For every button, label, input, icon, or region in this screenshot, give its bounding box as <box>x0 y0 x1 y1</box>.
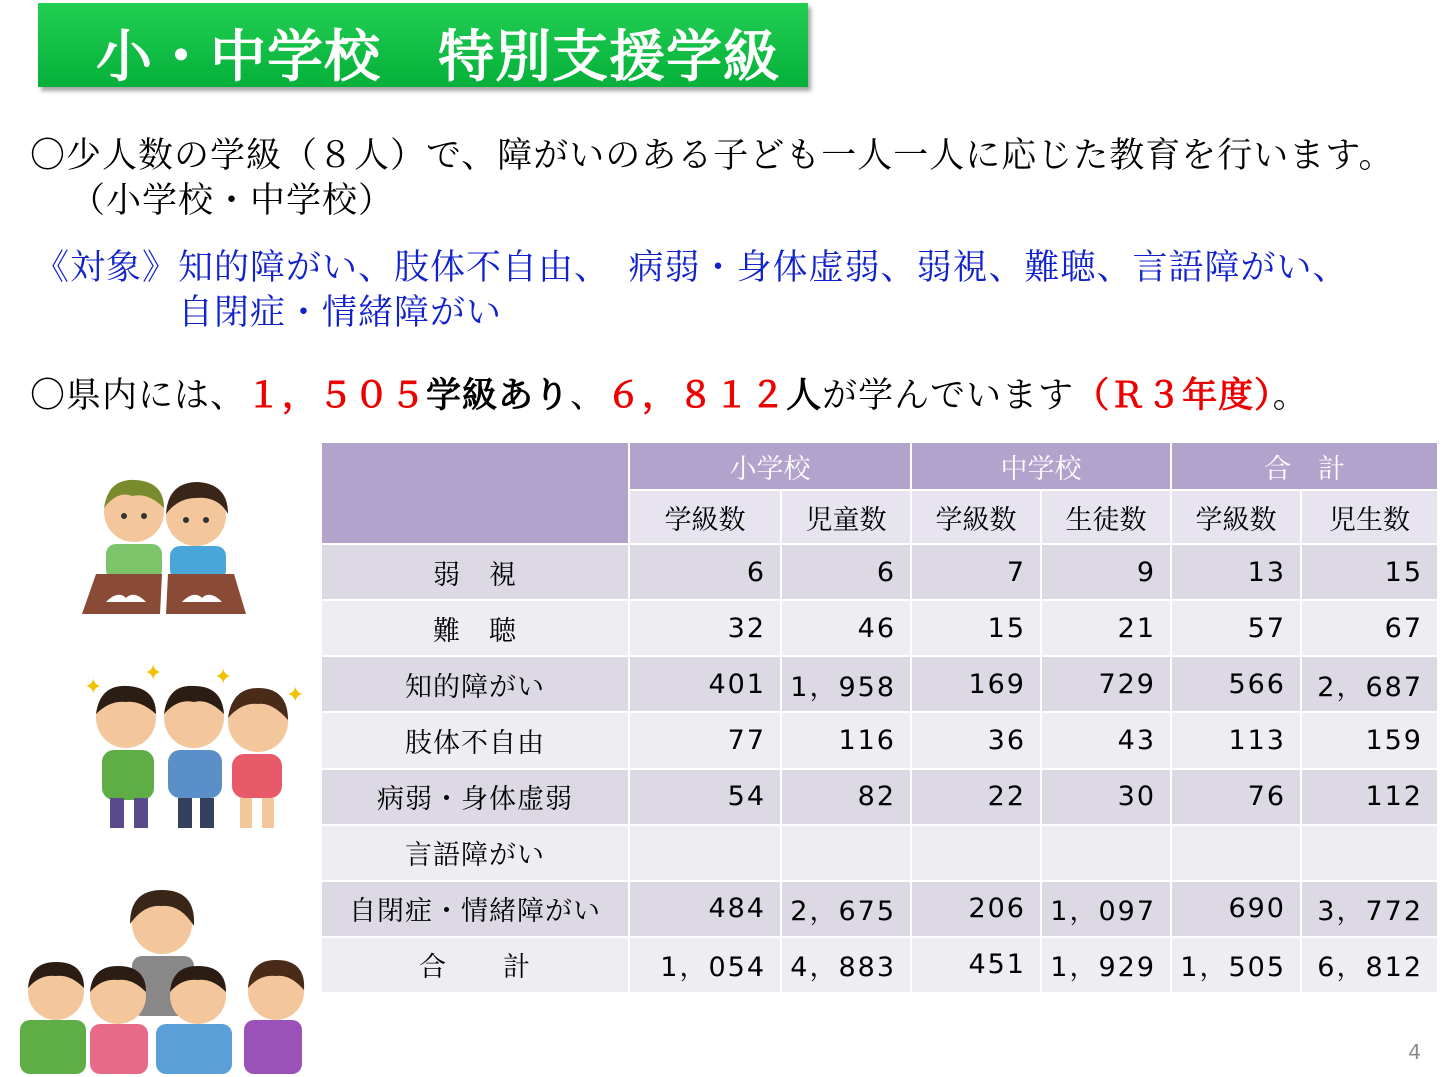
table-cell: 451 <box>911 937 1041 993</box>
special-class-statistics-table <box>320 441 1439 994</box>
column-header: 児童数 <box>781 490 911 544</box>
svg-text:✦: ✦ <box>286 683 305 708</box>
table-cell: 729 <box>1041 656 1171 712</box>
row-label: 弱 視 <box>321 544 629 600</box>
row-label: 言語障がい <box>321 825 629 881</box>
table-cell: 1，958 <box>781 656 911 712</box>
summary-prefix: 〇県内には、 <box>30 376 247 416</box>
table-total-row <box>321 937 1438 993</box>
table-row <box>321 712 1438 768</box>
summary-end: 。 <box>1272 376 1309 416</box>
summary-classes-unit: 学級あり <box>426 376 571 416</box>
table-cell: 22 <box>911 769 1041 825</box>
table-row <box>321 825 1438 881</box>
summary-year: （Ｒ３年度） <box>1074 376 1273 416</box>
table-cell <box>1171 825 1301 881</box>
table-cell: 566 <box>1171 656 1301 712</box>
table-row <box>321 769 1438 825</box>
summary-students: ６，８１２ <box>606 376 787 416</box>
table-cell: 15 <box>911 600 1041 656</box>
summary-suffix: が学んでいます <box>822 376 1075 416</box>
page-number: 4 <box>1408 1040 1421 1064</box>
table-cell <box>629 825 781 881</box>
table-cell: 6 <box>781 544 911 600</box>
table-cell: 54 <box>629 769 781 825</box>
column-header: 生徒数 <box>1041 490 1171 544</box>
title-banner <box>38 3 808 90</box>
table-cell: 82 <box>781 769 911 825</box>
svg-text:✦: ✦ <box>214 665 233 690</box>
table-cell: 6 <box>629 544 781 600</box>
table-cell: 206 <box>911 881 1041 937</box>
table-cell: 2，687 <box>1301 656 1438 712</box>
table-cell: 4，883 <box>781 937 911 993</box>
table-cell: 57 <box>1171 600 1301 656</box>
table-cell: 113 <box>1171 712 1301 768</box>
column-header: 学級数 <box>911 490 1041 544</box>
children-reading-illustration <box>78 474 250 620</box>
table-cell: 690 <box>1171 881 1301 937</box>
table-cell: 6，812 <box>1301 937 1438 993</box>
row-label: 難 聴 <box>321 600 629 656</box>
table-cell: 43 <box>1041 712 1171 768</box>
column-header: 学級数 <box>629 490 781 544</box>
table-corner-cell <box>321 442 629 544</box>
row-label: 肢体不自由 <box>321 712 629 768</box>
table-cell: 67 <box>1301 600 1438 656</box>
summary-classes: １，５０５ <box>246 376 427 416</box>
row-label: 病弱・身体虚弱 <box>321 769 629 825</box>
group-header-elementary: 小学校 <box>629 442 911 490</box>
table-cell <box>781 825 911 881</box>
children-running-illustration <box>82 662 310 832</box>
column-header: 学級数 <box>1171 490 1301 544</box>
table-row <box>321 544 1438 600</box>
row-label: 合 計 <box>321 937 629 993</box>
intro-line-2: （小学校・中学校） <box>70 181 395 221</box>
table-row <box>321 656 1438 712</box>
table-cell: 46 <box>781 600 911 656</box>
svg-text:✦: ✦ <box>84 675 103 700</box>
table-cell: 3，772 <box>1301 881 1438 937</box>
target-line-2: 自閉症・情緒障がい <box>178 293 503 333</box>
table-cell: 169 <box>911 656 1041 712</box>
table-cell: 15 <box>1301 544 1438 600</box>
summary-comma: 、 <box>570 376 607 416</box>
target-line-1: 《対象》知的障がい、肢体不自由、 病弱・身体虚弱、弱視、難聴、言語障がい、 <box>34 248 1349 288</box>
table-cell <box>1041 825 1171 881</box>
table-cell <box>911 825 1041 881</box>
table-cell: 112 <box>1301 769 1438 825</box>
svg-text:✦: ✦ <box>144 662 163 686</box>
summary-students-unit: 人 <box>786 376 823 416</box>
table-cell: 159 <box>1301 712 1438 768</box>
column-header: 児生数 <box>1301 490 1438 544</box>
table-cell: 116 <box>781 712 911 768</box>
table-cell: 2，675 <box>781 881 911 937</box>
table-row <box>321 600 1438 656</box>
table-cell: 13 <box>1171 544 1301 600</box>
table-row <box>321 881 1438 937</box>
intro-line-1: 〇少人数の学級（８人）で、障がいのある子ども一人一人に応じた教育を行います。 <box>30 136 1395 176</box>
table-cell <box>1301 825 1438 881</box>
table-cell: 1，097 <box>1041 881 1171 937</box>
table-cell: 77 <box>629 712 781 768</box>
table-cell: 1，054 <box>629 937 781 993</box>
table-cell: 401 <box>629 656 781 712</box>
row-label: 知的障がい <box>321 656 629 712</box>
summary-line <box>30 368 1309 418</box>
page-title: 小・中学校 特別支援学級 <box>96 25 780 90</box>
row-label: 自閉症・情緒障がい <box>321 881 629 937</box>
teacher-children-illustration <box>0 884 330 1074</box>
table-cell: 30 <box>1041 769 1171 825</box>
table-cell: 21 <box>1041 600 1171 656</box>
group-header-junior-high: 中学校 <box>911 442 1171 490</box>
table-cell: 32 <box>629 600 781 656</box>
table-cell: 7 <box>911 544 1041 600</box>
table-cell: 9 <box>1041 544 1171 600</box>
table-cell: 76 <box>1171 769 1301 825</box>
group-header-total: 合 計 <box>1171 442 1438 490</box>
table-cell: 484 <box>629 881 781 937</box>
table-cell: 36 <box>911 712 1041 768</box>
table-cell: 1，929 <box>1041 937 1171 993</box>
table-cell: 1，505 <box>1171 937 1301 993</box>
